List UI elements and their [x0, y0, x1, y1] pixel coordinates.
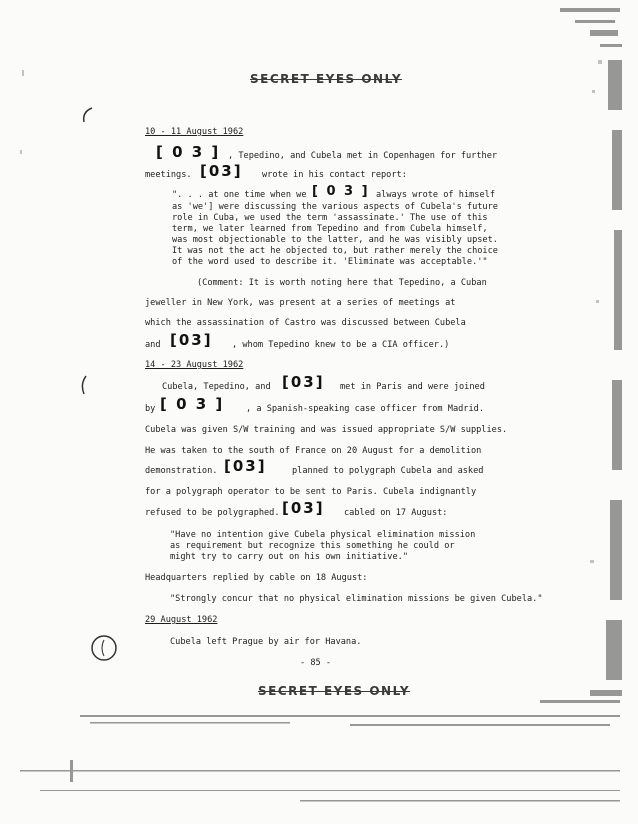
quote-line: was most objectionable to the latter, and he was visibly upset.	[172, 235, 498, 245]
text-line: Cubela was given S/W training and was issued appropriate S/W supplies.	[145, 425, 508, 435]
header-classification-stamp: SECRET EYES ONLY	[250, 72, 403, 86]
text-line: Cubela, Tepedino, and	[162, 382, 271, 392]
section-1-date: 10 - 11 August 1962	[145, 127, 244, 137]
quote-line: term, we later learned from Tepedino and from Cubela himself,	[172, 224, 488, 234]
redaction-marker: [ 0 3 ]	[312, 184, 370, 199]
quote-line: as 'we'] were discussing the various aspects of Cubela's future	[172, 202, 498, 212]
section-2-date: 14 - 23 August 1962	[145, 360, 244, 370]
redaction-marker: [ 0 3 ]	[156, 143, 221, 161]
text-line: demonstration.	[145, 466, 218, 476]
quote-line: It was not the act he objected to, but rather merely the choice	[172, 246, 498, 256]
text-line: He was taken to the south of France on 20 August for a demolition	[145, 446, 482, 456]
comment-line: , whom Tepedino knew to be a CIA officer.)	[232, 340, 450, 350]
quote-line: role in Cuba, we used the term 'assassinate.' The use of this	[172, 213, 488, 223]
quote-line: "Strongly concur that no physical elimination missions be given Cubela."	[170, 594, 543, 604]
text-line: wrote in his contact report:	[262, 170, 407, 180]
text-line: by	[145, 404, 156, 414]
text-line: cabled on 17 August:	[344, 508, 448, 518]
comment-line: (Comment: It is worth noting here that Tepedino, a Cuban	[197, 278, 487, 288]
text-line: for a polygraph operator to be sent to Paris. Cubela indignantly	[145, 487, 477, 497]
text-line: planned to polygraph Cubela and asked	[292, 466, 484, 476]
quote-line: of the word used to describe it. 'Eliminate was acceptable.'"	[172, 257, 488, 267]
text-line: Headquarters replied by cable on 18 August:	[145, 573, 368, 583]
redaction-marker: [03]	[282, 373, 325, 391]
quote-line: always wrote of himself	[376, 190, 495, 200]
redaction-marker: [03]	[224, 457, 267, 475]
text-line: met in Paris and were joined	[340, 382, 485, 392]
comment-line: which the assassination of Castro was discussed between Cubela	[145, 318, 466, 328]
quote-line: "Have no intention give Cubela physical elimination mission	[170, 530, 476, 540]
redaction-marker: [03]	[200, 162, 243, 180]
quote-line: might try to carry out on his own initiative."	[170, 552, 408, 562]
text-line: meetings.	[145, 170, 192, 180]
quote-line: ". . . at one time when we	[172, 190, 307, 200]
text-line: Cubela left Prague by air for Havana.	[170, 637, 362, 647]
quote-line: as requirement but recognize this something he could or	[170, 541, 455, 551]
comment-line: and	[145, 340, 161, 350]
redaction-marker: [03]	[170, 331, 213, 349]
comment-line: jeweller in New York, was present at a series of meetings at	[145, 298, 456, 308]
page-number: - 85 -	[300, 658, 332, 668]
text-line: , a Spanish-speaking case officer from Madrid.	[246, 404, 484, 414]
section-3-date: 29 August 1962	[145, 615, 218, 625]
footer-classification-stamp: SECRET EYES ONLY	[258, 684, 411, 698]
redaction-marker: [03]	[282, 499, 325, 517]
text-line: , Tepedino, and Cubela met in Copenhagen for further	[228, 151, 498, 161]
text-line: refused to be polygraphed.	[145, 508, 280, 518]
redaction-marker: [ 0 3 ]	[160, 395, 225, 413]
